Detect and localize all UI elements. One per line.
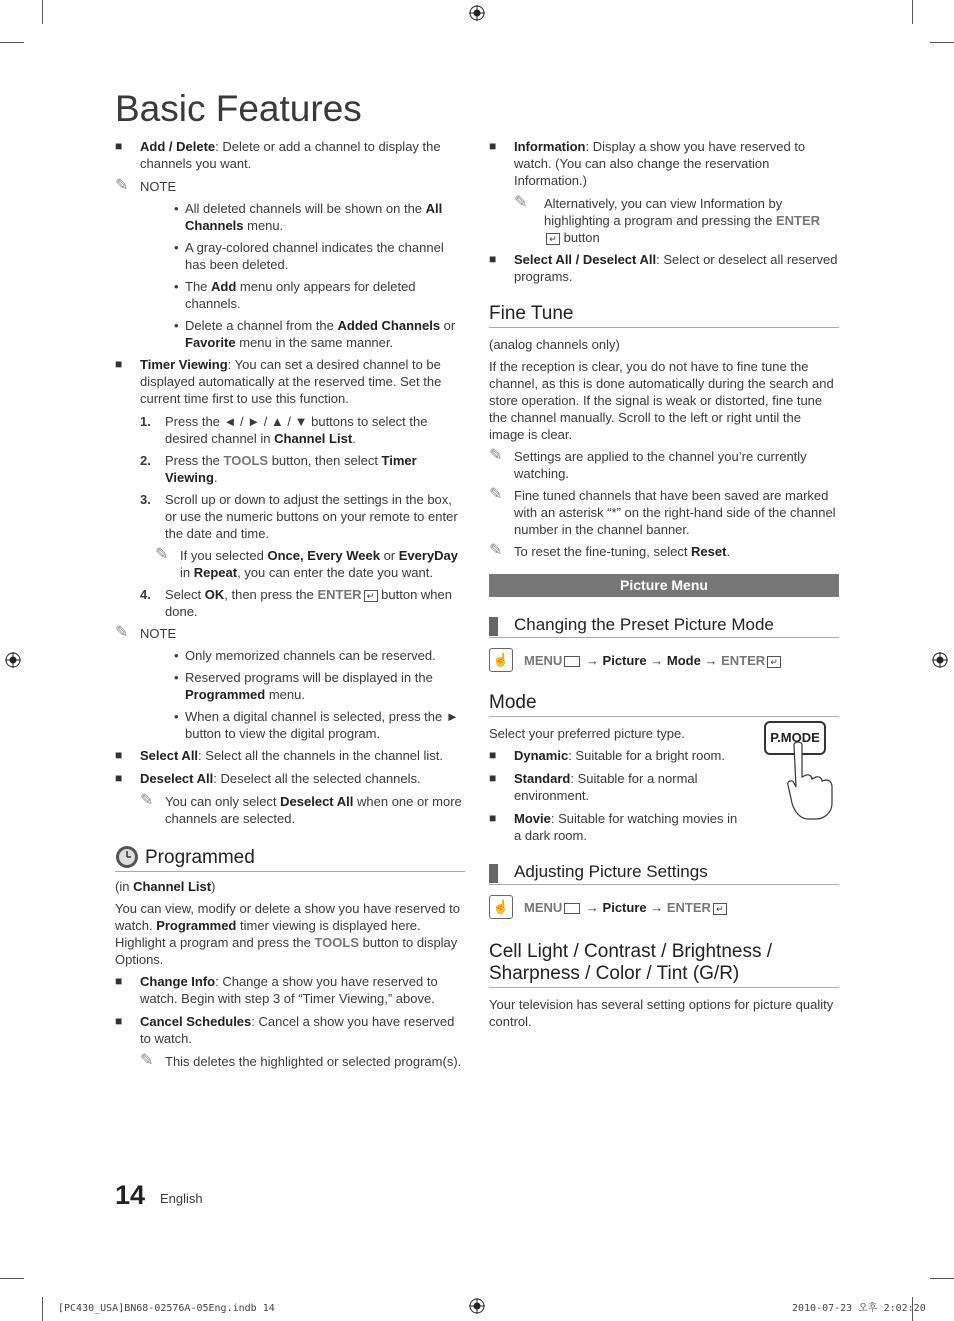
enter-icon: ↵ xyxy=(364,590,378,602)
enter-icon: ↵ xyxy=(713,903,727,915)
subsection-heading: Adjusting Picture Settings xyxy=(489,862,839,885)
programmed-heading: Programmed xyxy=(115,845,465,872)
menu-icon xyxy=(564,903,580,914)
mode-block xyxy=(489,725,839,844)
list-item: ■ Standard: Suitable for a normal environment. xyxy=(489,770,739,804)
note: ✎ To reset the fine-tuning, select Reset. xyxy=(489,542,731,559)
list-item: • A gray-colored channel indicates the channel has been deleted. xyxy=(170,239,465,273)
crop-mark xyxy=(930,42,954,43)
list-item: ■ Cancel Schedules: Cancel a show you have reserved to watch. xyxy=(115,1013,465,1047)
crop-mark xyxy=(930,1278,954,1279)
pointing-hand-icon xyxy=(784,741,842,821)
menu-icon xyxy=(564,656,580,667)
section-heading: Mode xyxy=(489,692,839,717)
section-heading: Fine Tune xyxy=(489,303,839,328)
context: (in Channel List) xyxy=(115,879,216,894)
note: ✎ You can only select Deselect All when one or more channels are selected. xyxy=(140,792,462,826)
note-icon: ✎ xyxy=(489,447,503,464)
footer-file: [PC430_USA]BN68-02576A-05Eng.indb 14 xyxy=(58,1303,275,1314)
left-column xyxy=(115,138,465,1075)
crop-mark xyxy=(42,0,43,24)
clock-icon xyxy=(115,845,139,869)
page-number: 14 xyxy=(115,1180,146,1210)
note-icon: ✎ xyxy=(489,486,503,503)
hand-icon: ☝ xyxy=(489,895,513,919)
note: ✎ NOTE xyxy=(115,177,177,194)
list-item: ■ Information: Display a show you have reserved to watch. (You can also change the reservation Information.) xyxy=(489,138,839,189)
note: ✎ If you selected Once, Every Week or EveryDay in Repeat, you can enter the date you want. xyxy=(155,546,459,580)
step: 1. Press the ◄ / ► / ▲ / ▼ buttons to select the desired channel in Channel List. xyxy=(140,414,428,446)
subtext: (analog channels only) xyxy=(489,337,620,352)
list-item: ■ Dynamic: Suitable for a bright room. xyxy=(489,747,739,764)
note-list xyxy=(115,647,465,742)
body-text: If the reception is clear, you do not have to fine tune the channel, as this is done automatically during the search and store operation. If the signal is weak or distorted, fine tune the channel manually. Scroll to the left or right until the image is clear. xyxy=(489,359,834,442)
note: ✎ This deletes the highlighted or selected program(s). xyxy=(140,1052,462,1069)
note-icon: ✎ xyxy=(514,194,528,211)
list-item: • Only memorized channels can be reserved. xyxy=(170,647,465,664)
list-item: • The Add menu only appears for deleted channels. xyxy=(170,278,465,312)
pmode-button: P.MODE xyxy=(764,721,826,755)
note-icon: ✎ xyxy=(140,1052,154,1069)
step: 3. Scroll up or down to adjust the settings in the box, or use the numeric buttons on your remote to enter the date and time. xyxy=(140,492,458,541)
step: 4. Select OK, then press the ENTER ↵ button when done. xyxy=(140,587,452,619)
menu-path: ☝ MENU → Picture → ENTER ↵ xyxy=(489,895,839,921)
list-item: • Delete a channel from the Added Channels or Favorite menu in the same manner. xyxy=(170,317,465,351)
section-heading: Cell Light / Contrast / Brightness / Sharpness / Color / Tint (G/R) xyxy=(489,941,839,988)
subsection-heading: Changing the Preset Picture Mode xyxy=(489,615,839,638)
list-item: ■ Select All: Select all the channels in the channel list. xyxy=(115,747,465,764)
enter-icon: ↵ xyxy=(546,233,560,245)
note-icon: ✎ xyxy=(115,177,129,194)
body-text: Your television has several setting options for picture quality control. xyxy=(489,997,834,1029)
hand-icon: ☝ xyxy=(489,648,513,672)
intro: You can view, modify or delete a show you have reserved to watch. Programmed timer viewing is displayed here. Highlight a program and press the TOOLS button to display Options. xyxy=(115,901,460,967)
list-item: ■ Timer Viewing: You can set a desired channel to be displayed automatically at the reserved time. Set the current time first to use this function. xyxy=(115,356,465,407)
registration-mark-icon xyxy=(932,652,948,668)
note: ✎ Fine tuned channels that have been saved are marked with an asterisk “*” on the right-hand side of the channel number in the channel banner. xyxy=(489,486,836,537)
note-list xyxy=(115,200,465,351)
page-language: English xyxy=(160,1191,203,1206)
note-icon: ✎ xyxy=(489,542,503,559)
list-item: • When a digital channel is selected, press the ► button to view the digital program. xyxy=(170,708,465,742)
note-icon: ✎ xyxy=(115,624,129,641)
list-item: ■ Deselect All: Deselect all the selected channels. xyxy=(115,770,465,787)
list-item: ■ Movie: Suitable for watching movies in a dark room. xyxy=(489,810,739,844)
registration-mark-icon xyxy=(469,5,485,21)
step: 2. Press the TOOLS button, then select Timer Viewing. xyxy=(140,453,417,485)
remote-button-illustration xyxy=(764,721,824,821)
right-column xyxy=(489,138,839,1035)
list-item: • All deleted channels will be shown on the All Channels menu. xyxy=(170,200,465,234)
note: ✎ Settings are applied to the channel you’re currently watching. xyxy=(489,447,807,481)
body-text: Select your preferred picture type. xyxy=(489,726,685,741)
note-icon: ✎ xyxy=(155,546,169,563)
list-item: ■ Add / Delete: Delete or add a channel to display the channels you want. xyxy=(115,138,465,172)
crop-mark xyxy=(42,1297,43,1321)
list-item: • Reserved programs will be displayed in the Programmed menu. xyxy=(170,669,465,703)
page-title: Basic Features xyxy=(115,88,362,129)
timer-steps xyxy=(115,413,465,620)
registration-mark-icon xyxy=(5,652,21,668)
list-item: ■ Select All / Deselect All: Select or deselect all reserved programs. xyxy=(489,251,839,285)
note-icon: ✎ xyxy=(140,792,154,809)
section-banner: Picture Menu xyxy=(489,574,839,597)
footer-date: 2010-07-23 오후 2:02:20 xyxy=(792,1303,926,1314)
list-item: ■ Change Info: Change a show you have reserved to watch. Begin with step 3 of “Timer Viewing,” above. xyxy=(115,973,465,1007)
crop-mark xyxy=(912,0,913,24)
note: ✎ NOTE xyxy=(115,624,177,641)
enter-icon: ↵ xyxy=(767,656,781,668)
crop-mark xyxy=(0,42,24,43)
note: ✎ Alternatively, you can view Information by highlighting a program and pressing the ENTER ↵ button xyxy=(514,194,821,245)
menu-path: ☝ MENU → Picture → Mode → ENTER ↵ xyxy=(489,648,839,674)
crop-mark xyxy=(0,1278,24,1279)
registration-mark-icon xyxy=(469,1298,485,1314)
